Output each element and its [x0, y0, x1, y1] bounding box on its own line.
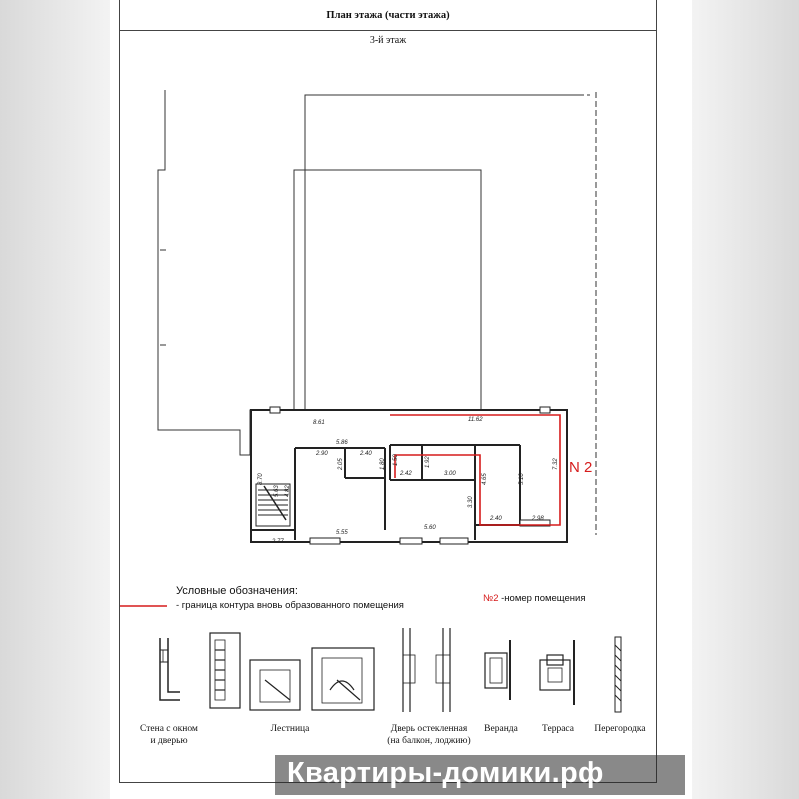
- courtyard-block: [294, 170, 481, 410]
- building-outline: [158, 90, 580, 455]
- label-wall-window-door: Стена с окном и дверью: [140, 724, 198, 746]
- watermark: [275, 755, 685, 795]
- legend-number-prefix: №2: [483, 593, 499, 604]
- symbol-stairs: [210, 633, 374, 710]
- legend-number-text: -номер помещения: [498, 593, 586, 604]
- legend-title: Условные обозначения:: [176, 585, 298, 597]
- symbol-terrace: [540, 640, 574, 705]
- label-partition: Перегородка: [594, 724, 646, 734]
- watermark-text: Квартиры-домики.рф: [287, 757, 604, 789]
- svg-text:8.70: 8.70: [258, 473, 264, 485]
- dim-11-62: 11.62: [468, 417, 483, 423]
- symbol-wall-window-door: [160, 638, 180, 700]
- label-stairs: Лестница: [270, 724, 310, 734]
- dim-2-40: 2.40: [360, 451, 372, 457]
- dim-2-42: 2.42: [400, 471, 412, 477]
- label-veranda: Веранда: [484, 724, 518, 734]
- dim-5-86: 5.86: [336, 440, 348, 446]
- dim-2-98: 2.98: [532, 516, 544, 522]
- svg-text:4.82: 4.82: [285, 485, 291, 497]
- floor-label: 3-й этаж: [369, 35, 407, 46]
- dim-2-77: 2.77: [272, 539, 284, 545]
- symbol-veranda: [485, 640, 510, 700]
- dim-3-00: 3.00: [444, 471, 456, 477]
- svg-text:7.32: 7.32: [553, 458, 559, 470]
- dim-5-55: 5.55: [336, 530, 348, 536]
- symbol-partition: [615, 637, 621, 712]
- svg-text:4.65: 4.65: [482, 473, 488, 485]
- dim-8-61: 8.61: [313, 420, 325, 426]
- svg-text:5.10: 5.10: [519, 473, 525, 485]
- label-glazed-door: Дверь остекленная (на балкон, лоджию): [387, 724, 471, 746]
- symbol-glazed-door: [403, 628, 450, 712]
- dim-5-60: 5.60: [424, 525, 436, 531]
- svg-text:3.30: 3.30: [468, 496, 474, 508]
- svg-text:1.50: 1.50: [393, 454, 399, 466]
- svg-text:1.80: 1.80: [380, 458, 386, 470]
- svg-text:1.92: 1.92: [425, 456, 431, 468]
- label-terrace: Терраса: [542, 724, 574, 734]
- document-title: План этажа (части этажа): [119, 0, 657, 31]
- legend-room-number: [483, 593, 586, 604]
- legend-boundary-text: - граница контура вновь образованного помещения: [176, 600, 404, 611]
- svg-text:5.63: 5.63: [274, 485, 280, 497]
- room-number-label: N 2: [569, 459, 593, 476]
- dim-2-40b: 2.40: [490, 516, 502, 522]
- dim-2-90: 2.90: [316, 451, 328, 457]
- svg-text:2.05: 2.05: [338, 458, 344, 470]
